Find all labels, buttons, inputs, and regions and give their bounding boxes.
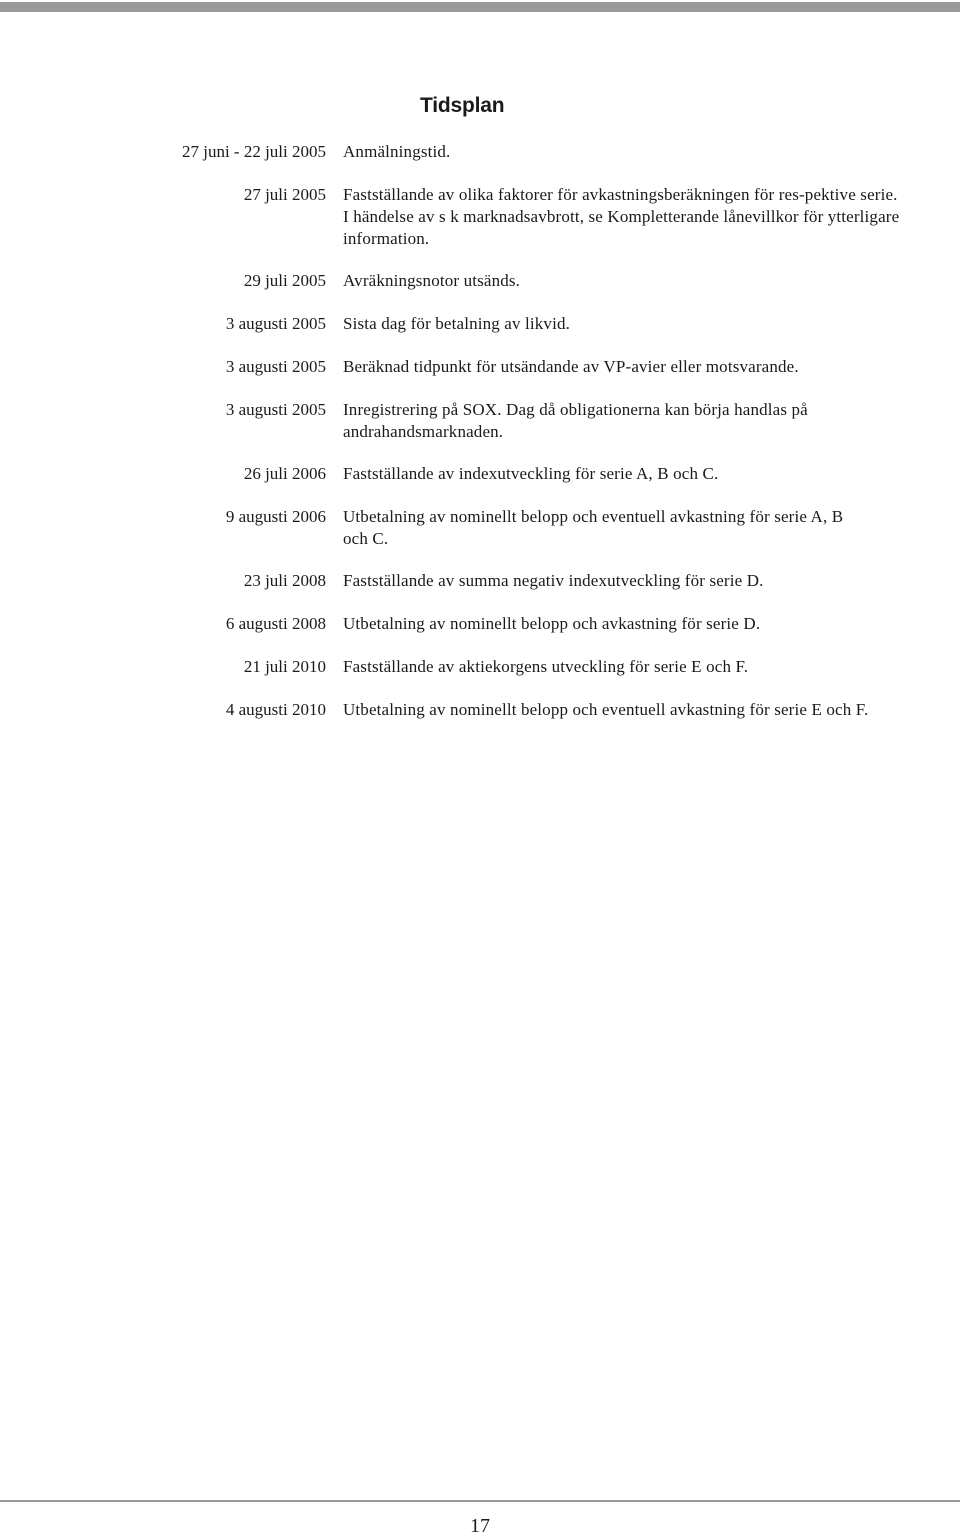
entry-date: 27 juni - 22 juli 2005 (181, 142, 326, 161)
entry-description: Utbetalning av nominellt belopp och avkastning för serie D. (343, 614, 761, 633)
page-title: Tidsplan (420, 94, 505, 117)
entry-description: Anmälningstid. (343, 142, 451, 161)
entry-description: Sista dag för betalning av likvid. (343, 314, 571, 333)
entry-date: 3 augusti 2005 (225, 400, 326, 419)
entry-date: 23 juli 2008 (243, 571, 326, 590)
entry-date: 9 augusti 2006 (225, 507, 326, 526)
entry-date: 27 juli 2005 (243, 185, 326, 204)
entry-date: 21 juli 2010 (243, 657, 326, 676)
entry-description: Utbetalning av nominellt belopp och eventuell avkastning för serie A, B och C. (343, 507, 844, 548)
entry-description: Inregistrering på SOX. Dag då obligationerna kan börja handlas på andrahandsmarknaden. (343, 400, 808, 441)
page-number: 17 (470, 1515, 490, 1537)
entry-description: Beräknad tidpunkt för utsändande av VP-avier eller motsvarande. (343, 357, 799, 376)
entry-description: Utbetalning av nominellt belopp och eventuell avkastning för serie E och F. (343, 700, 869, 719)
entry-description: Fastställande av indexutveckling för serie A, B och C. (343, 464, 719, 483)
entry-description: Fastställande av olika faktorer för avkastningsberäkningen för res-pektive serie. I händelse av s k marknadsavbrott, se Kompletterande lånevillkor för ytterligare information. (343, 185, 900, 248)
entry-date: 3 augusti 2005 (225, 357, 326, 376)
entry-description: Fastställande av summa negativ indexutveckling för serie D. (343, 571, 764, 590)
entry-date: 6 augusti 2008 (225, 614, 326, 633)
entry-description: Fastställande av aktiekorgens utveckling för serie E och F. (343, 657, 749, 676)
entry-description: Avräkningsnotor utsänds. (343, 271, 521, 290)
entry-date: 26 juli 2006 (243, 464, 326, 483)
footer-rule (0, 1500, 960, 1502)
entry-date: 4 augusti 2010 (225, 700, 326, 719)
entry-date: 3 augusti 2005 (225, 314, 326, 333)
entry-date: 29 juli 2005 (243, 271, 326, 290)
top-rule (0, 2, 960, 12)
